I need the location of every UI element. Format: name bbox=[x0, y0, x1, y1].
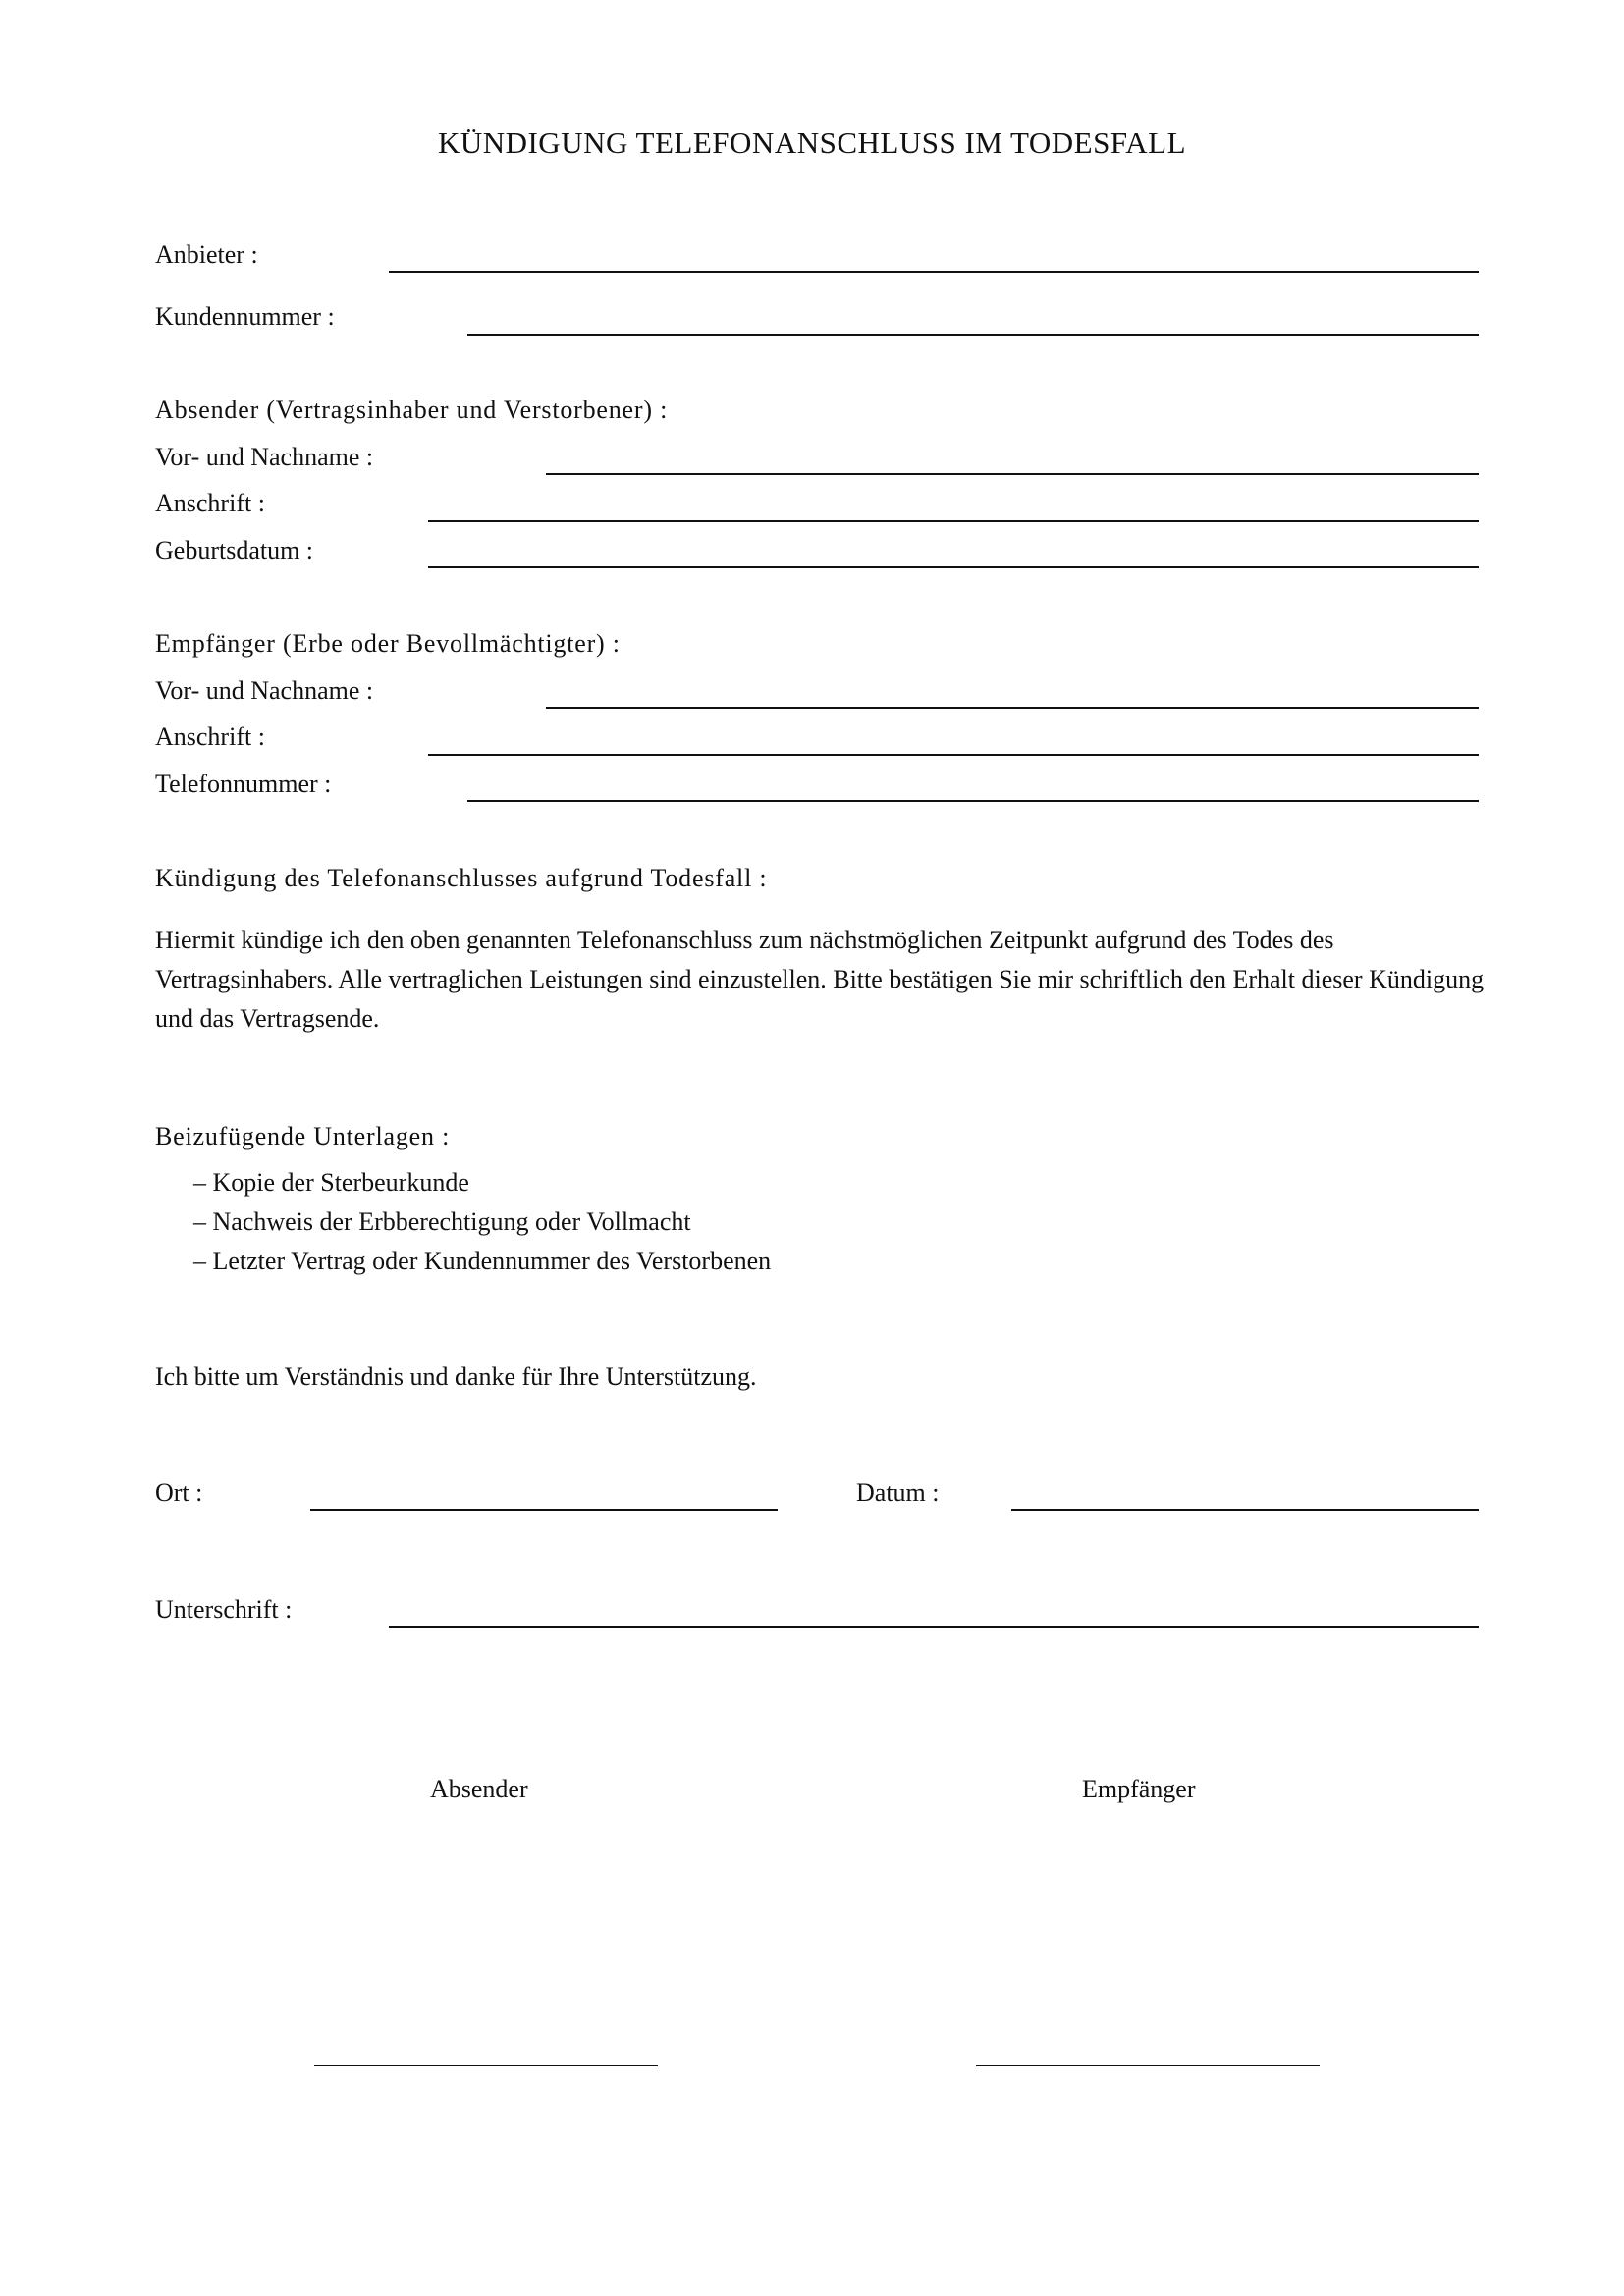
recipient-name-field[interactable] bbox=[546, 707, 1479, 709]
sender-address-field[interactable] bbox=[428, 520, 1479, 522]
provider-field[interactable] bbox=[389, 271, 1479, 273]
termination-body: Hiermit kündige ich den oben genannten Telefonanschluss zum nächstmöglichen Zeitpunkt aufgrund des Todes des Vertragsinhabers. Alle vertraglichen Leistungen sind einzustellen. Bitte bestätigen Sie mir schriftlich den Erhalt dieser Kündigung und das Vertragsende. bbox=[155, 926, 1485, 1033]
recipient-phone-label: Telefonnummer : bbox=[155, 770, 332, 798]
signature-field[interactable] bbox=[389, 1626, 1479, 1628]
provider-label: Anbieter : bbox=[155, 240, 258, 269]
recipient-signature-line[interactable] bbox=[976, 2065, 1320, 2066]
place-field[interactable] bbox=[310, 1509, 778, 1511]
recipient-name-label: Vor- und Nachname : bbox=[155, 676, 374, 705]
place-label: Ort : bbox=[155, 1478, 203, 1507]
sender-name-label: Vor- und Nachname : bbox=[155, 443, 374, 471]
termination-heading: Kündigung des Telefonanschlusses aufgrund Todesfall : bbox=[155, 864, 768, 892]
sender-birthdate-label: Geburtsdatum : bbox=[155, 536, 314, 564]
attachments-heading: Beizufügende Unterlagen : bbox=[155, 1122, 451, 1150]
sender-heading: Absender (Vertragsinhaber und Verstorbener) : bbox=[155, 396, 669, 424]
customer-number-label: Kundennummer : bbox=[155, 302, 335, 331]
footer-sender-label: Absender bbox=[430, 1775, 528, 1803]
attachment-item: – Kopie der Sterbeurkunde bbox=[193, 1168, 469, 1197]
sender-birthdate-field[interactable] bbox=[428, 566, 1479, 568]
sender-signature-line[interactable] bbox=[314, 2065, 658, 2066]
footer-recipient-label: Empfänger bbox=[1082, 1775, 1196, 1803]
recipient-address-field[interactable] bbox=[428, 754, 1479, 756]
date-label: Datum : bbox=[856, 1478, 940, 1507]
recipient-address-label: Anschrift : bbox=[155, 722, 265, 751]
closing-text: Ich bitte um Verständnis und danke für Ihre Unterstützung. bbox=[155, 1362, 757, 1391]
customer-number-field[interactable] bbox=[467, 334, 1479, 336]
date-field[interactable] bbox=[1011, 1509, 1479, 1511]
sender-name-field[interactable] bbox=[546, 473, 1479, 475]
signature-label: Unterschrift : bbox=[155, 1595, 293, 1624]
recipient-heading: Empfänger (Erbe oder Bevollmächtigter) : bbox=[155, 629, 621, 658]
recipient-phone-field[interactable] bbox=[467, 800, 1479, 802]
page-title: KÜNDIGUNG TELEFONANSCHLUSS IM TODESFALL bbox=[437, 126, 1187, 160]
attachment-item: – Letzter Vertrag oder Kundennummer des Verstorbenen bbox=[193, 1247, 772, 1275]
attachment-item: – Nachweis der Erbberechtigung oder Vollmacht bbox=[193, 1207, 691, 1236]
sender-address-label: Anschrift : bbox=[155, 489, 265, 517]
